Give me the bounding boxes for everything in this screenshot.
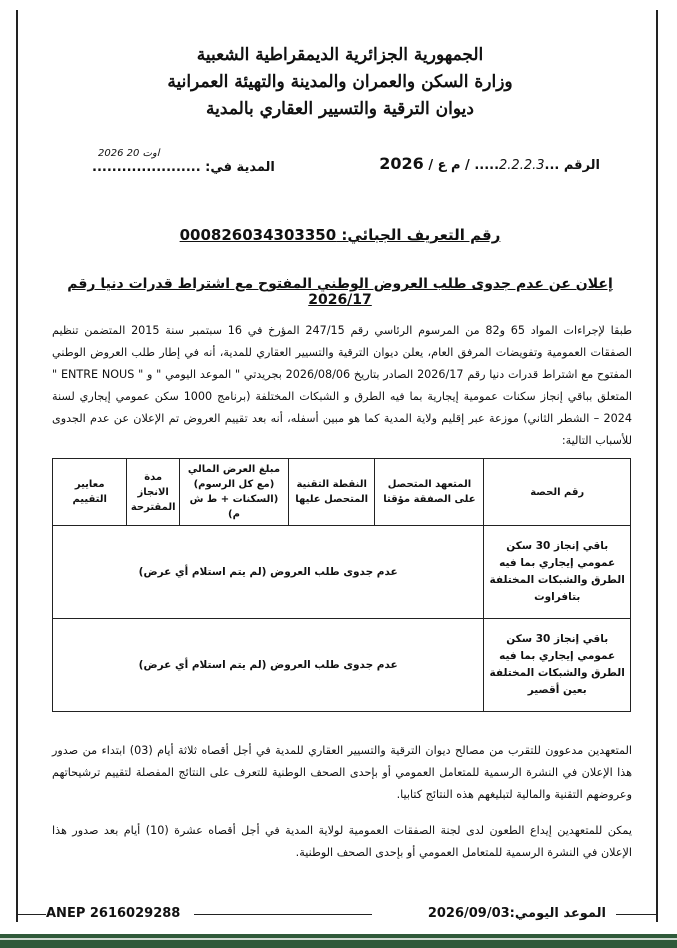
notice-title-text: إعلان عن عدم جدوى طلب العروض الوطني المفتوح مع اشتراط قدرات دنيا رقم 2026/17 (67, 276, 613, 308)
tax-id-text: رقم التعريف الجبائي: 000826034303350 (179, 226, 501, 244)
header-technical-score: النقطة التقنية المتحصل عليها (288, 459, 375, 526)
lot-cell: باقي إنجاز 30 سكن عمومي إيجاري بما فيه الطرق والشبكات المختلفة بعين أقصير (484, 619, 631, 712)
header-lot: رقم الحصة (484, 459, 631, 526)
document-header (60, 42, 620, 123)
bottom-bar-stripe (0, 938, 677, 940)
header-criteria: معايير التقييم (53, 459, 127, 526)
header-ministry: وزارة السكن والعمران والمدينة والتهيئة العمرانية (167, 72, 513, 92)
reference-number-handwritten: 2.2.2.3 (499, 158, 545, 173)
footer-rule-left (16, 914, 46, 915)
intro-paragraph: طبقا لإجراءات المواد 65 و82 من المرسوم الرئاسي رقم 247/15 المؤرخ في 16 سبتمبر سنة 2015 المتضمن تنظيم الصفقات العمومية وتفويضات المرفق العام، يعلن ديوان الترقية والتسيير العقاري للمدية، أنه في إطار طلب العروض الوطني المفتوح مع اشتراط قدرات دنيا رقم 2026/17 الصادر بتاريخ 2026/08/06 بجريدتي " الموعد اليومي " و " ENTRE NOUS " المتعلق بباقي إنجاز سكنات عمومية إيجارية بما فيه الطرق و الشبكات المختلفة (برنامج 1000 سكن عمومي إيجاري لسنة 2024 – الشطر الثاني) موزعة عبر إقليم ولاية المدية كما هو مبين أسفله، أنه بعد تقييم العروض تم الإعلان عن عدم الجدوى للأسباب التالية: (52, 324, 633, 447)
reference-year: 2026 (379, 154, 424, 173)
table-row (53, 619, 631, 712)
header-duration: مدة الانجاز المقترحة (127, 459, 180, 526)
newspaper-date: الموعد اليومي:2026/09/03 (427, 906, 606, 921)
reference-number (379, 154, 600, 173)
closing-paragraph-2: يمكن للمتعهدين إيداع الطعون لدى لجنة الصفقات العمومية لولاية المدية في أجل أقصاه عشرة (10) أيام بعد صدور هذا الإعلان في النشرة الرسمية للمتعامل العمومي أو بإحدى الصحف الوطنية. (52, 824, 632, 859)
tax-id (60, 226, 620, 244)
result-cell: عدم جدوى طلب العروض (لم يتم استلام أي عرض) (53, 526, 484, 619)
footer-rule-middle (194, 914, 372, 915)
anep-reference: ANEP 2616029288 (46, 906, 181, 921)
reference-number-suffix: ..... / م ع / (428, 158, 500, 173)
page-frame-left (16, 10, 18, 922)
header-bidder: المتعهد المتحصل على الصفقة مؤقتا (375, 459, 484, 526)
results-table (52, 458, 631, 712)
header-republic: الجمهورية الجزائرية الديمقراطية الشعبية (196, 45, 484, 65)
footer-rule-right (616, 914, 658, 915)
notice-title (40, 276, 640, 308)
result-cell: عدم جدوى طلب العروض (لم يتم استلام أي عرض) (53, 619, 484, 712)
place-date: المدية في: ...................... (92, 160, 275, 175)
page-frame-right (656, 10, 658, 922)
header-office: ديوان الترقية والتسيير العقاري بالمدية (206, 99, 474, 119)
reference-number-prefix: الرقم ... (544, 158, 600, 173)
lot-cell: باقي إنجاز 30 سكن عمومي إيجاري بما فيه الطرق والشبكات المختلفة بتافراوت (484, 526, 631, 619)
closing-paragraph-1: المتعهدين مدعوون للتقرب من مصالح ديوان الترقية والتسيير العقاري للمدية في أجل أقصاه ثلاثة أيام (03) ابتداء من صدور هذا الإعلان في النشرة الرسمية للمتعامل العمومي أو بإحدى الصحف الوطنية للتعرف على النتائج المفصلة لتقييم ترشيحاتهم وعروضهم التقنية والمالية لتبليغهم هذه النتائج كتابيا. (52, 744, 632, 801)
handwritten-date: 2026 اوت 20 (98, 148, 160, 159)
header-financial-offer: مبلغ العرض المالي (مع كل الرسوم) (السكنات + ط ش م) (179, 459, 288, 526)
table-header-row (53, 459, 631, 526)
footer (16, 904, 658, 926)
bottom-bar (0, 934, 677, 948)
table-row (53, 526, 631, 619)
